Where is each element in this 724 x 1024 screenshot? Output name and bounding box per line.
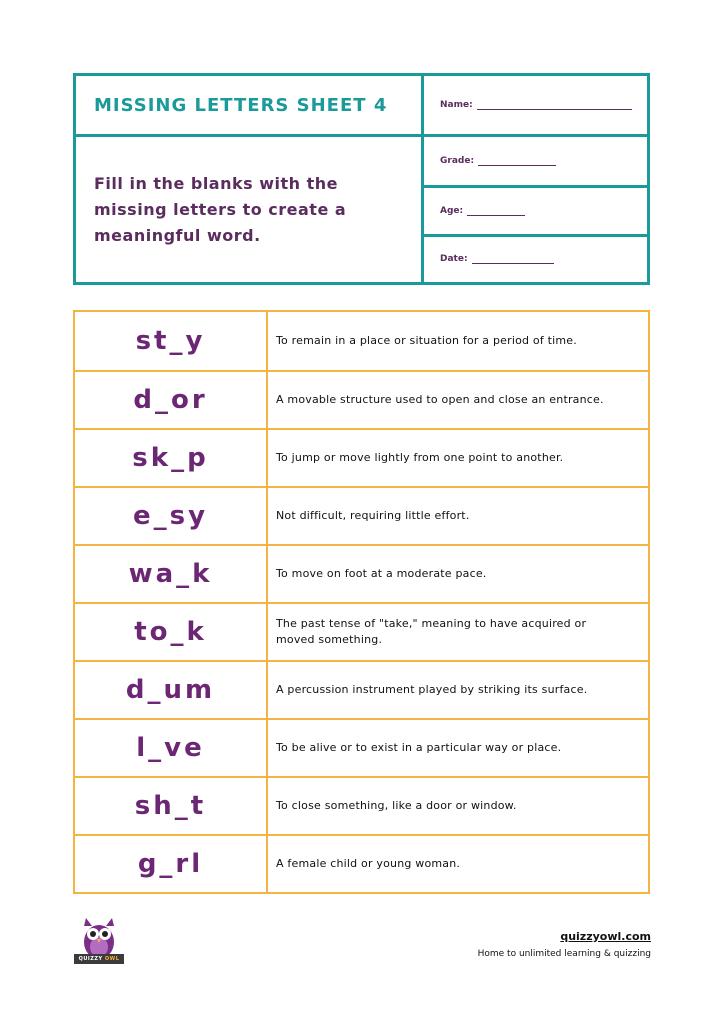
name-blank-line [477, 100, 632, 110]
missing-letter-word: sk_p [75, 430, 268, 486]
grade-label: Grade: [440, 156, 475, 167]
word-row [75, 486, 648, 544]
logo-wordmark [74, 954, 124, 964]
word-definition: A female child or young woman. [276, 857, 461, 870]
word-row [75, 834, 648, 892]
logo-text-quizzy: QUIZZY [78, 956, 103, 962]
word-row [75, 544, 648, 602]
missing-letter-word: st_y [75, 312, 268, 370]
missing-letter-word: d_or [75, 372, 268, 428]
date-field [424, 234, 647, 282]
word-row [75, 312, 648, 370]
missing-letter-word: l_ve [75, 720, 268, 776]
site-link[interactable]: quizzyowl.com [560, 930, 651, 943]
word-row [75, 370, 648, 428]
word-definition: A movable structure used to open and close an entrance. [276, 393, 604, 406]
word-definition: Not difficult, requiring little effort. [276, 509, 470, 522]
word-row [75, 602, 648, 660]
instructions: Fill in the blanks with the missing letters to create a meaningful word. [76, 137, 424, 282]
word-definition: To remain in a place or situation for a period of time. [276, 334, 577, 347]
student-fields [424, 137, 647, 282]
word-definition: The past tense of "take," meaning to have acquired or moved something. [276, 617, 587, 646]
grade-field [424, 137, 647, 185]
word-definition: To move on foot at a moderate pace. [276, 567, 487, 580]
age-label: Age: [440, 205, 464, 216]
missing-letter-word: wa_k [75, 546, 268, 602]
word-row [75, 718, 648, 776]
logo-text-owl: OWL [104, 956, 120, 962]
site-tagline: Home to unlimited learning & quizzing [477, 949, 651, 959]
word-row [75, 428, 648, 486]
date-label: Date: [440, 254, 468, 265]
word-row [75, 776, 648, 834]
worksheet-header [73, 73, 650, 285]
missing-letter-word: e_sy [75, 488, 268, 544]
missing-letter-word: d_um [75, 662, 268, 718]
grade-blank-line [478, 156, 556, 166]
word-definition: To close something, like a door or window. [276, 799, 517, 812]
word-definition: A percussion instrument played by striking its surface. [276, 683, 588, 696]
missing-letter-word: to_k [75, 604, 268, 660]
word-definition: To jump or move lightly from one point to another. [276, 451, 564, 464]
word-definition: To be alive or to exist in a particular way or place. [276, 741, 562, 754]
name-field [424, 76, 647, 137]
missing-letter-word: sh_t [75, 778, 268, 834]
name-label: Name: [440, 100, 473, 110]
age-field [424, 185, 647, 233]
worksheet-title: MISSING LETTERS SHEET 4 [76, 76, 424, 137]
word-table [73, 310, 650, 894]
date-blank-line [472, 254, 554, 264]
age-blank-line [467, 206, 525, 216]
word-row [75, 660, 648, 718]
missing-letter-word: g_rl [75, 836, 268, 892]
